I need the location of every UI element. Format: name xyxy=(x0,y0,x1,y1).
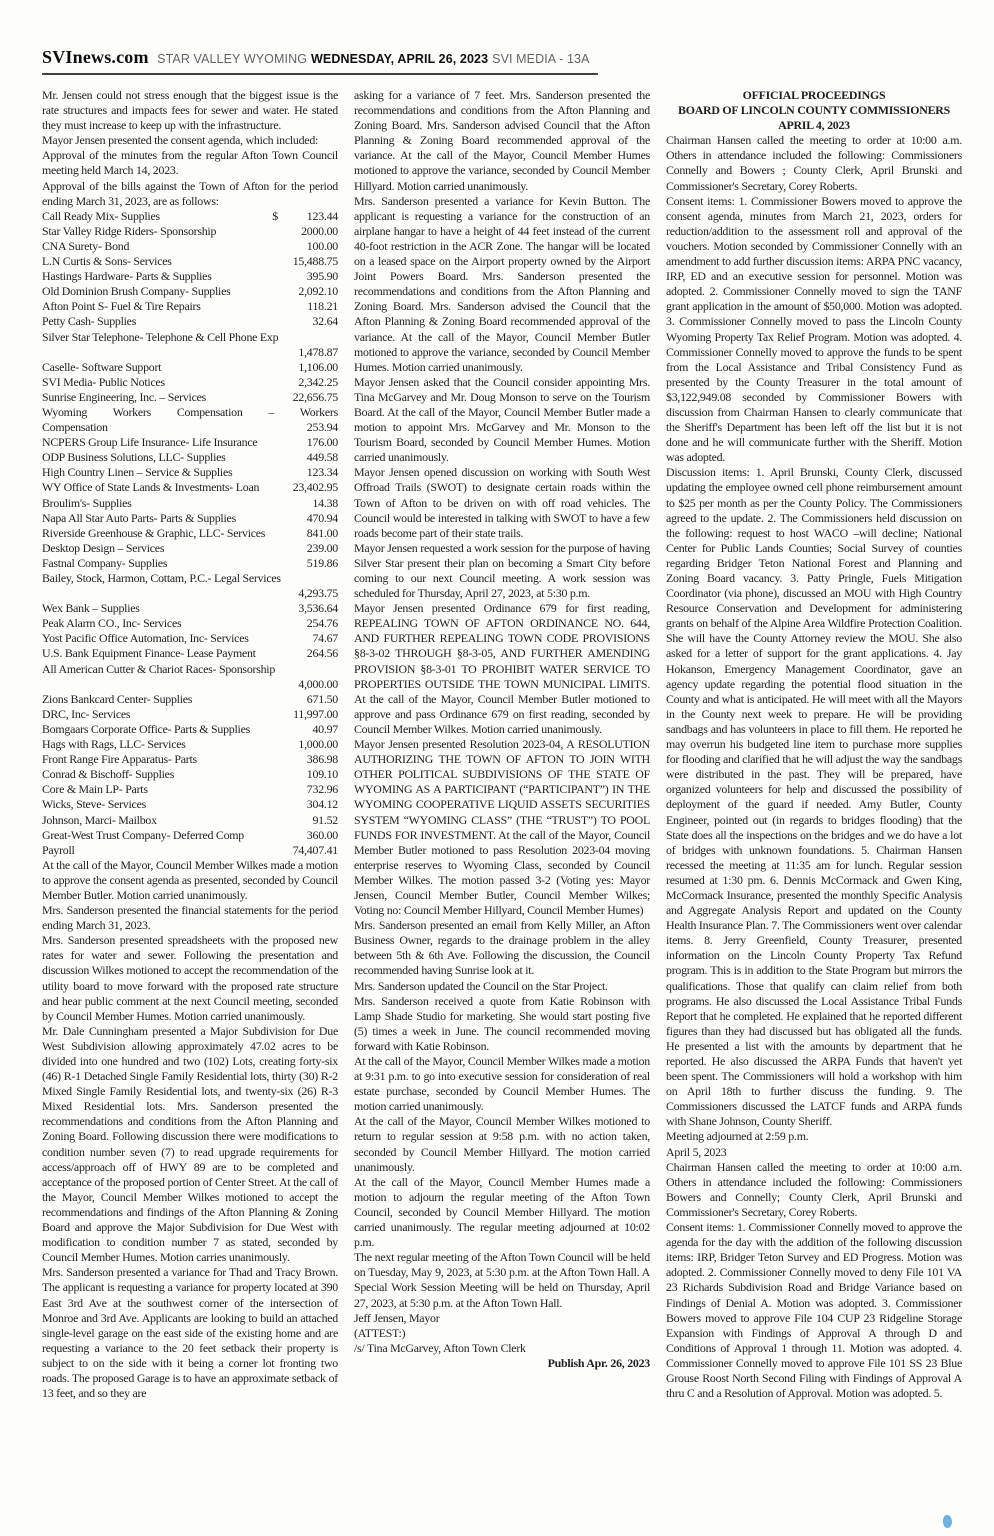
bill-payee: Fastnal Company- Supplies xyxy=(42,555,168,570)
paragraph: Mrs. Sanderson updated the Council on the Star Project. xyxy=(354,978,608,993)
bill-line xyxy=(42,601,338,616)
bill-payee: NCPERS Group Life Insurance- Life Insurance xyxy=(42,435,258,450)
currency-sign: $ xyxy=(272,208,278,223)
paragraph: Mayor Jensen presented Resolution 2023-04, A RESOLUTION AUTHORIZING THE TOWN OF AFTON TO JOIN WITH OTHER POLITICAL SUBDIVISIONS OF THE STATE OF WYOMING AS A PARTICIPANT (“PARTICIPANT”) IN THE WYOMING COOPERATIVE LIQUID ASSETS SECURITIES SYSTEM “WYOMING CLASS” (THE “TRUST”) TO POOL FUNDS FOR INVESTMENT. At the call of the Mayor, Council Member Butler motioned to pass Resolution 2023-04 moving enterprise reserves to Wyoming Class, seconded by Council Member Wilkes. The motion passed 3-2 (Voting yes: Mayor Jensen, Council Member Butler, Council Member Wilkes; Voting no: Council Member Hillyard, Council Member Humes) xyxy=(354,737,650,918)
bill-payee: Core & Main LP- Parts xyxy=(42,782,148,797)
bill-line xyxy=(42,375,338,390)
bill-amount: 254.76 xyxy=(306,616,338,631)
bill-line xyxy=(42,843,338,858)
bill-line xyxy=(42,797,338,812)
bill-payee: CNA Surety- Bond xyxy=(42,238,130,253)
paragraph: Mrs. Sanderson presented the financial statements for the period ending March 31, 2023. xyxy=(42,903,338,933)
bill-amount: 100.00 xyxy=(306,238,338,253)
bill-amount: 74.67 xyxy=(312,631,338,646)
bill-payee: L.N Curtis & Sons- Services xyxy=(42,254,172,269)
bill-line xyxy=(42,631,338,646)
bill-payee: Caselle- Software Support xyxy=(42,359,162,374)
bill-line xyxy=(42,480,338,495)
bill-payee: Call Ready Mix- Supplies xyxy=(42,208,160,223)
bill-payee: Afton Point S- Fuel & Tire Repairs xyxy=(42,299,201,314)
bill-amount: 74,407.41 xyxy=(292,842,338,857)
masthead-location: STAR VALLEY WYOMING xyxy=(157,52,308,66)
bill-payee: Hastings Hardware- Parts & Supplies xyxy=(42,269,212,284)
bill-amount: 11,997.00 xyxy=(293,706,338,721)
bill-amount: 239.00 xyxy=(306,540,338,555)
bill-amount: 360.00 xyxy=(306,827,338,842)
paragraph: Chairman Hansen called the meeting to order at 10:00 a.m. Others in attendance included the following: Commissioners Bowers and Connelly; County Clerk, April Brunski and Commissioner's Secretary, Corey Roberts. xyxy=(666,1159,962,1219)
bill-amount: 3,536.64 xyxy=(298,601,338,616)
paragraph: Mrs. Sanderson presented a variance for Kevin Button. The applicant is requesting a variance for the construction of an airplane hangar to have a height of 44 feet instead of the current 40-foot restriction in the ACR Zone. The hangar will be located on a leased space on the Airport property owned by the Airport Joint Powers Board. Mrs. Sanderson presented the recommendations and conditions from the Afton Planning and Zoning Board. Mrs. Sanderson advised the Council that the Afton Planning & Zoning Board recommended approval of the variance. At the call of the Mayor, Council Member Butler motioned to approve the variance, seconded by Council Member Humes. Motion carried unanimously. xyxy=(354,193,650,374)
bill-payee: Broulim's- Supplies xyxy=(42,495,132,510)
paragraph: Mayor Jensen requested a work session for the purpose of having Silver Star present their plan on becoming a Smart City before coming to our next Council meeting. A work session was scheduled for Thursday, April 27, 2023, at 5:30 p.m. xyxy=(354,540,650,601)
masthead-edition: SVI MEDIA - 13A xyxy=(492,52,590,66)
bill-payee: Yost Pacific Office Automation, Inc- Services xyxy=(42,631,249,646)
bill-line xyxy=(42,692,338,707)
paragraph: Mr. Dale Cunningham presented a Major Subdivision for Due West Subdivision allowing approximately 47.02 acres to be divided into one hundred and two (102) Lots, creating forty-six (46) R-1 Detached Single Family Residential lots, thirty (30) R-2 Mixed Single Family Residential lots, and twenty-six (26) R-3 Mixed Residential lots. Mrs. Sanderson presented the recommendations and conditions from the Afton Planning and Zoning Board. Following discussion there were modifications to condition number seven (7) to read upgrade requirements for access/approach off of HWY 89 are to be completed and acceptance of the proposed portion of Center Street. At the call of the Mayor, Council Member Wilkes motioned to accept the recommendations and findings of the Afton Planning & Zoning Board and approve the Major Subdivision for Due West with modification to condition number 7 as stated, seconded by Council Member Humes. Motion carries unanimously. xyxy=(42,1023,338,1265)
bill-payee: Star Valley Ridge Riders- Sponsorship xyxy=(42,223,217,238)
bill-payee: Hags with Rags, LLC- Services xyxy=(42,737,186,752)
masthead-line xyxy=(149,52,598,66)
bill-amount: 732.96 xyxy=(306,782,338,797)
bill-amount: 841.00 xyxy=(306,525,338,540)
site-name: SVInews.com xyxy=(42,47,149,67)
bill-amount: 1,000.00 xyxy=(298,737,338,752)
section-heading: APRIL 4, 2023 xyxy=(778,118,850,133)
bill-line xyxy=(42,299,338,314)
bill-amount: 304.12 xyxy=(306,797,338,812)
bill-amount: 123.34 xyxy=(306,465,338,480)
bill-amount: 32.64 xyxy=(312,314,338,329)
column-3 xyxy=(666,88,962,1401)
bill-line xyxy=(42,435,338,450)
paragraph: Consent items: 1. Commissioner Connelly moved to approve the agenda for the day with the addition of the following discussion items: IRP, Bridger Teton Survey and ED Progress. Motion was adopted. 2. Commissioner Connelly moved to deny File 101 VA 23 Richards Subdivision Road and Bridge Variance based on Findings of Denial A. Motion was adopted. 3. Commissioner Bowers moved to approve File 104 CUP 23 Ridgeline Storage Expansion with Findings of Approval A through D and Conditions of Approval 1 through 11. Motion was adopted. 4. Commissioner Connelly moved to approve File 101 SS 23 Blue Grouse Roost North Second Filing with Findings of Approval A thru C and a Resolution of Approval. Motion was adopted. 5. xyxy=(666,1220,962,1401)
paragraph: Mr. Jensen could not stress enough that the biggest issue is the rate structures and impacts fees for sewer and water. He stated they must increase to keep up with the infrastructure. xyxy=(42,88,338,133)
bill-line xyxy=(42,828,338,843)
bill-amount: 22,656.75 xyxy=(292,389,338,404)
print-artifact xyxy=(943,1515,952,1528)
bill-payee: Conrad & Bischoff- Supplies xyxy=(42,767,175,782)
paragraph: Silver Star Telephone- Telephone & Cell Phone Exp xyxy=(42,329,279,344)
bill-amount: 386.98 xyxy=(306,752,338,767)
paragraph: Wyoming Workers Compensation – Workers xyxy=(42,404,338,419)
bill-payee: Sunrise Engineering, Inc. – Services xyxy=(42,389,207,404)
paragraph: Approval of the bills against the Town of Afton for the period ending March 31, 2023, are as follows: xyxy=(42,178,338,208)
bill-line xyxy=(42,284,338,299)
bill-amount: 176.00 xyxy=(306,435,338,450)
bill-line xyxy=(42,224,338,239)
bill-line xyxy=(42,269,338,284)
paragraph: Mrs. Sanderson received a quote from Katie Robinson with Lamp Shade Studio for marketing. She would start posting five (5) times a week in June. The council recommended moving forward with Katie Robinson. xyxy=(354,993,650,1053)
bill-payee: Petty Cash- Supplies xyxy=(42,314,137,329)
bill-amount: 2,092.10 xyxy=(298,284,338,299)
bill-amount: 40.97 xyxy=(312,721,338,736)
paragraph: Mrs. Sanderson presented a variance for Thad and Tracy Brown. The applicant is requesting a variance for property located at 390 East 3rd Ave at the southwest corner of the intersection of Monroe and 3rd Ave. Applicants are looking to build an attached single-level garage on the east side of the existing home and are requesting a variance to the 20 feet setback their property is subject to on the side with it being a corner lot fronting two roads. The proposed Garage is to have an approximate setback of 13 feet, and so they are xyxy=(42,1265,338,1401)
paragraph: Mrs. Sanderson presented an email from Kelly Miller, an Afton Business Owner, regards to the drainage problem in the alley between 5th & 6th Ave. Following the discussion, the Council recommended having Sunrise look at it. xyxy=(354,918,650,978)
bill-payee: Wicks, Steve- Services xyxy=(42,797,146,812)
bill-amount: 264.56 xyxy=(306,646,338,661)
bill-line xyxy=(42,737,338,752)
bill-amount-line: 4,000.00 xyxy=(298,676,338,691)
bill-line xyxy=(42,239,338,254)
bill-amount: 470.94 xyxy=(306,510,338,525)
bill-amount: 23,402.95 xyxy=(292,480,338,495)
paragraph: Discussion items: 1. April Brunski, County Clerk, discussed updating the employee owned cell phone reimbursement amount to $25 per month as per the County Policy. The Commissioners agreed to the update. 2. The Commissioners held discussion on the following: request to host WACO –will decline; National Center for Public Lands Counties; Social Survey of counties regarding Bridger Teton National Forest and Planning and Zoning Board vacancy. 3. Patty Pringle, Fuels Mitigation Coordinator (via phone), discussed an MOU with High Country Resource Conservation and Development for administering grants on behalf of the Alpine Area Wildfire Protection Coalition. She will have the County Attorney review the MOU. She also asked for a letter of support for the grant applications. 4. Jay Hokanson, Emergency Management Coordinator, gave an agency update regarding the potential flood situation in the County and what is anticipated. He will meet with all the Mayors in the County next week to prepare. He will be providing sandbags and has volunteers in place to fill them. He reported he may overrun his budgeted line item to purchase more supplies for flooding and clarified that he will adjust the way the sandbags were distributed in the past. They will be prepared, have organized volunteers for help and discussed the possibility of deployment of the guard if needed. Amy Butler, County Engineer, pointed out (in regards to bridges flooding) that the State does all the inspections on the bridges and we do have a lot of bridges with unknown foundations. 5. Chairman Hansen recessed the meeting at 11:35 am for lunch. Regular session resumed at 1:30 pm. 6. Dennis McCormack and Gwen King, McCormack Insurance, presented the monthly Specific Analysis and Aggregate Analysis Report and updated on the County Health Insurance Plan. 7. The Commissioners went over calendar items. 8. Jerry Greenfield, County Treasurer, presented information on the Lincoln County Property Tax Refund program. This is in addition to the State Program but mirrors the qualifications. Those that qualify can claim relief from both programs. He also discussed the Local Assistance Tribal Funds Report that he completed. He explained that he reported different figures than they had discussed but has obligated all the funds. He presented a list with the amounts by department that he reported. He also discussed the ARPA Funds that haven't yet been spent. The Commissioners will hold a workshop with him on April 18th to further discuss the funding. 9. The Commissioners discussed the LATCF funds and ARPA funds with Shane Johnson, County Sheriff. xyxy=(666,465,962,1129)
bill-line xyxy=(42,752,338,767)
bill-amount: 395.90 xyxy=(306,269,338,284)
bill-payee: Great-West Trust Company- Deferred Comp xyxy=(42,827,244,842)
paragraph: April 5, 2023 xyxy=(666,1144,727,1159)
bill-line xyxy=(42,511,338,526)
bill-payee: Riverside Greenhouse & Graphic, LLC- Services xyxy=(42,525,266,540)
bill-payee: Peak Alarm CO., Inc- Services xyxy=(42,616,182,631)
masthead-date: WEDNESDAY, APRIL 26, 2023 xyxy=(311,52,489,66)
bill-payee: U.S. Bank Equipment Finance- Lease Payment xyxy=(42,646,256,661)
bill-payee: ODP Business Solutions, LLC- Supplies xyxy=(42,450,226,465)
paragraph: Mayor Jensen presented Ordinance 679 for first reading, REPEALING TOWN OF AFTON ORDINANCE NO. 644, AND FURTHER REPEALING TOWN CODE PROVISIONS §8-3-02 THROUGH §8-3-05, AND FURTHER AMENDING PROVISION §8-3-01 TO PROHIBIT WATER SERVICE TO PROPERTIES OUTSIDE THE TOWN MUNICIPAL LIMITS. At the call of the Mayor, Council Member Butler motioned to approve and pass Ordinance 679 on first reading, seconded by Council Member Wilkes. Motion carried unanimously. xyxy=(354,601,650,736)
bill-payee: Johnson, Marci- Mailbox xyxy=(42,812,157,827)
bill-amount: 449.58 xyxy=(306,450,338,465)
paragraph: Approval of the minutes from the regular Afton Town Council meeting held March 14, 2023. xyxy=(42,148,338,178)
publish-line: Publish Apr. 26, 2023 xyxy=(547,1355,650,1370)
section-heading: OFFICIAL PROCEEDINGS xyxy=(742,88,886,102)
bill-line xyxy=(42,767,338,782)
paragraph: Jeff Jensen, Mayor xyxy=(354,1310,440,1325)
bill-amount: 253.94 xyxy=(306,420,338,435)
paragraph: Mayor Jensen asked that the Council consider appointing Mrs. Tina McGarvey and Mr. Doug Monson to serve on the Tourism Board. At the call of the Mayor, Council Member Butler made a motion to appoint Mrs. McGarvey and Mr. Monson to the Tourism Board, seconded by Council Member Humes. Motion carried unanimously. xyxy=(354,374,650,465)
bill-line xyxy=(42,390,338,405)
bill-line xyxy=(42,722,338,737)
bill-amount: 2000.00 xyxy=(301,223,338,238)
bill-payee: DRC, Inc- Services xyxy=(42,706,131,721)
paragraph: Bailey, Stock, Harmon, Cottam, P.C.- Legal Services xyxy=(42,571,281,585)
bill-amount-line: 1,478.87 xyxy=(298,344,338,359)
bill-line xyxy=(42,209,338,224)
bill-payee: Bomgaars Corporate Office- Parts & Supplies xyxy=(42,721,250,736)
paragraph: At the call of the Mayor, Council Member Wilkes motioned to return to regular session at 9:58 p.m. with no action taken, seconded by Council Member Hillyard. The motion carried unanimously. xyxy=(354,1114,650,1174)
bill-payee: Old Dominion Brush Company- Supplies xyxy=(42,284,231,299)
article-columns xyxy=(0,75,994,1401)
bill-payee: Napa All Star Auto Parts- Parts & Supplies xyxy=(42,510,236,525)
bill-amount-line: 4,293.75 xyxy=(298,586,338,601)
column-1 xyxy=(42,88,338,1401)
bill-payee: Zions Bankcard Center- Supplies xyxy=(42,691,193,706)
bill-line xyxy=(42,465,338,480)
paragraph: asking for a variance of 7 feet. Mrs. Sanderson presented the recommendations and conditions from the Afton Planning and Zoning Board. Mrs. Sanderson advised Council that the Afton Planning & Zoning Board recommended approval of the variance. At the call of the Mayor, Council Member Humes motioned to approve the variance, seconded by Council Member Hillyard. Motion carried unanimously. xyxy=(354,88,650,193)
bill-line xyxy=(42,813,338,828)
column-2 xyxy=(354,88,650,1401)
bill-line xyxy=(42,450,338,465)
bill-line xyxy=(42,646,338,661)
paragraph: (ATTEST:) xyxy=(354,1325,406,1340)
masthead xyxy=(42,0,598,68)
bill-amount: 519.86 xyxy=(306,555,338,570)
bill-line xyxy=(42,556,338,571)
paragraph: Mrs. Sanderson presented spreadsheets with the proposed new rates for water and sewer. Following the presentation and discussion Wilkes motioned to accept the recommendation of the utility board to move forward with the proposed rate structure and hear public comment at the next Council meeting, seconded by Council Member Humes. Motion carried unanimously. xyxy=(42,933,338,1023)
bill-amount: 671.50 xyxy=(306,691,338,706)
bill-line xyxy=(42,496,338,511)
bill-amount: 2,342.25 xyxy=(298,374,338,389)
paragraph: Mayor Jensen opened discussion on working with South West Offroad Trails (SWOT) to designate certain roads within the Town of Afton to be driven on with off road vehicles. The Council would be interested in talking with SWOT to have a few roads become part of their state trails. xyxy=(354,465,650,540)
bill-amount: 15,488.75 xyxy=(292,254,338,269)
bill-line xyxy=(42,420,338,435)
bill-payee: Front Range Fire Apparatus- Parts xyxy=(42,752,197,767)
bill-amount: 14.38 xyxy=(312,495,338,510)
bill-line xyxy=(42,314,338,329)
paragraph: Meeting adjourned at 2:59 p.m. xyxy=(666,1129,809,1144)
bill-line xyxy=(42,616,338,631)
paragraph: At the call of the Mayor, Council Member Wilkes made a motion at 9:31 p.m. to go into executive session for consideration of real estate purchase, seconded by Council Member Humes. The motion carried unanimously. xyxy=(354,1054,650,1114)
paragraph: /s/ Tina McGarvey, Afton Town Clerk xyxy=(354,1340,526,1355)
paragraph: At the call of the Mayor, Council Member Wilkes made a motion to approve the consent agenda as presented, seconded by Council Member Butler. Motion carried unanimously. xyxy=(42,857,338,902)
bill-payee: WY Office of State Lands & Investments- Loan xyxy=(42,480,260,495)
bill-amount: 91.52 xyxy=(312,812,338,827)
bill-line xyxy=(42,541,338,556)
paragraph: The next regular meeting of the Afton Town Council will be held on Tuesday, May 9, 2023, at 5:30 p.m. at the Afton Town Hall. A Special Work Session Meeting will be held on Thursday, April 27, 2023, at 5:30 p.m. at the Afton Town Hall. xyxy=(354,1250,650,1310)
bill-payee: Compensation xyxy=(42,420,108,435)
bill-payee: Wex Bank – Supplies xyxy=(42,601,140,616)
bill-amount: 109.10 xyxy=(306,767,338,782)
bill-line xyxy=(42,360,338,375)
bill-amount: 1,106.00 xyxy=(298,359,338,374)
bill-amount: 118.21 xyxy=(307,299,338,314)
bill-amount: 123.44 xyxy=(306,208,338,223)
bill-payee: SVI Media- Public Notices xyxy=(42,374,165,389)
paragraph: Mayor Jensen presented the consent agenda, which included: xyxy=(42,133,319,148)
bill-line xyxy=(42,526,338,541)
section-heading: BOARD OF LINCOLN COUNTY COMMISSIONERS xyxy=(678,103,950,118)
paragraph: Chairman Hansen called the meeting to order at 10:00 a.m. Others in attendance included the following: Commissioners Connelly and Bowers ; County Clerk, April Brunski and Commissioner's Secretary, Corey Roberts. xyxy=(666,133,962,193)
bill-payee: High Country Linen – Service & Supplies xyxy=(42,465,233,480)
bill-payee: Payroll xyxy=(42,842,75,857)
paragraph: Consent items: 1. Commissioner Bowers moved to approve the consent agenda, minutes from March 21, 2023, orders for reduction/addition to the assessment roll and approval of the vouchers. Motion seconded by Commissioner Connelly with an amendment to add further discussion items: ARPA PNC vacancy, IRP, ED and an executive session for personnel. Motion was adopted. 2. Commissioner Connelly moved to sign the TANF grant application in the amount of $50,000. Motion was adopted. 3. Commissioner Connelly moved to pass the Lincoln County Wyoming Property Tax Relief Program. Motion was adopted. 4. Commissioner Connelly moved to approve the funds to be spent from the Local Assistance and Tribal Consistency Fund as presented by the County Treasurer in the total amount of $3,122,949.08 seconded by Commissioner Bowers with discussion from Chairman Hansen to clearly communicate that the Sheriff's Department has been left off the list but it is not done and he will communicate further with the Sheriff. Motion was adopted. xyxy=(666,193,962,465)
bill-line xyxy=(42,782,338,797)
bill-payee: Desktop Design – Services xyxy=(42,540,165,555)
paragraph: At the call of the Mayor, Council Member Humes made a motion to adjourn the regular meeting of the Afton Town Council, seconded by Council Member Hillyard. The motion carried unanimously. The regular meeting adjourned at 10:02 p.m. xyxy=(354,1174,650,1250)
bill-line xyxy=(42,707,338,722)
paragraph: All American Cutter & Chariot Races- Sponsorship xyxy=(42,661,276,676)
bill-line xyxy=(42,254,338,269)
